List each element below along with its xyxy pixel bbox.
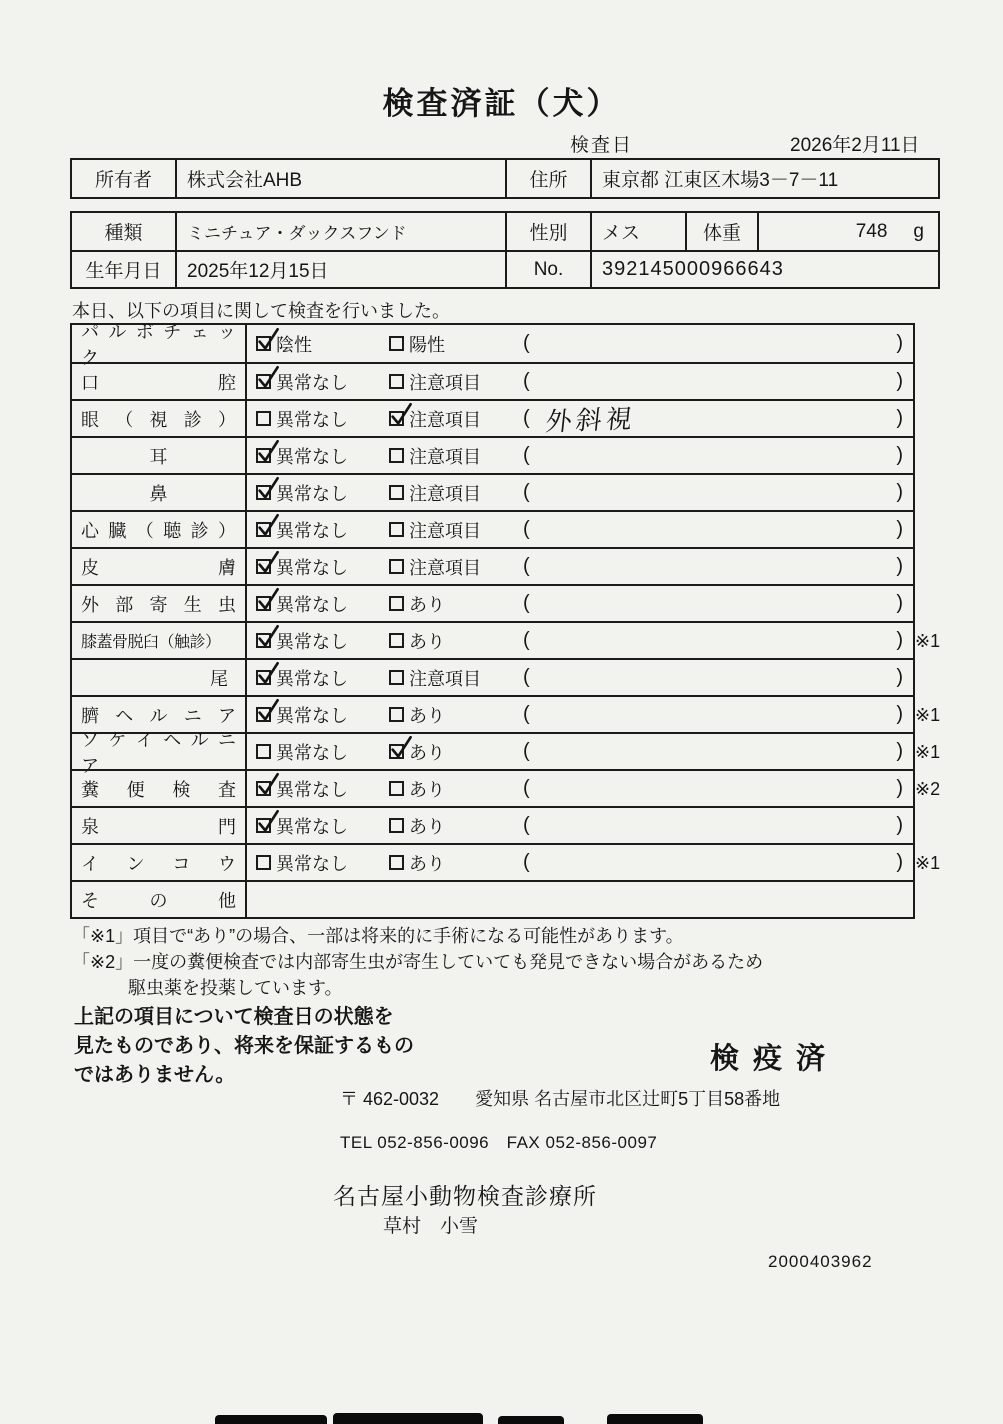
option-label: 注意項目: [409, 483, 481, 504]
checklist-table: [70, 321, 941, 919]
checkbox: [389, 559, 404, 574]
paren-open: (: [523, 555, 530, 577]
breed-value: ミニチュア・ダックスフンド: [177, 213, 507, 250]
paren-open: (: [523, 703, 530, 725]
option-label: あり: [409, 631, 445, 652]
option-label: 異常なし: [276, 483, 348, 504]
option-1-cell: [247, 623, 380, 658]
checklist-row: [72, 658, 913, 695]
address-value: 東京都 江東区木場3－7－11: [602, 170, 839, 191]
footnote-mark: [915, 475, 961, 512]
paren-open: (: [523, 592, 530, 614]
footnote-mark: ※1: [915, 742, 941, 762]
footnote-mark: [915, 808, 961, 845]
paren-open: (: [523, 444, 530, 466]
paren-close: ): [896, 666, 903, 688]
option-label: 異常なし: [276, 446, 348, 467]
option-label: あり: [409, 816, 445, 837]
breed-label: 種類: [72, 213, 177, 250]
option-1-cell: [247, 549, 380, 584]
row-label: イ ン コ ウ: [81, 853, 236, 874]
remarks-cell: [513, 438, 913, 473]
option-2-cell: [380, 771, 513, 806]
paren-open: (: [523, 629, 530, 651]
owner-value: 株式会社AHB: [177, 160, 507, 197]
checklist-row: [72, 729, 941, 776]
paren-close: ): [896, 629, 903, 651]
footnote-mark: [915, 364, 961, 401]
certificate-no-label: No.: [507, 252, 592, 287]
option-1-cell: [247, 586, 380, 621]
clinic-tel-fax: TEL 052-856-0096 FAX 052-856-0097: [340, 1133, 658, 1152]
checkbox-check-icon: [254, 809, 281, 836]
sex-value: メス: [592, 213, 687, 250]
row-label-cell: [72, 729, 247, 776]
checkbox-check-icon: [254, 661, 281, 688]
checkbox-check-icon: [254, 365, 281, 392]
paren-open: (: [523, 481, 530, 503]
checkbox: [256, 411, 271, 426]
checkbox: [389, 522, 404, 537]
checkbox-check-icon: [254, 587, 281, 614]
checkbox: [256, 744, 271, 759]
option-label: 注意項目: [409, 372, 481, 393]
option-label: 異常なし: [276, 594, 348, 615]
option-label: あり: [409, 594, 445, 615]
checkbox: [256, 448, 271, 463]
disclaimer-line-2: 見たものであり、将来を保証するもの: [74, 1035, 414, 1057]
breed-row: [72, 213, 938, 250]
checkbox: [389, 855, 404, 870]
checkbox: [256, 559, 271, 574]
row-label: 臍 ヘ ル ニ ア: [81, 705, 236, 726]
remarks-cell: [513, 364, 913, 399]
checkbox: [256, 485, 271, 500]
checkbox: [389, 818, 404, 833]
checklist-row: [72, 843, 941, 880]
checklist-row: [72, 436, 913, 473]
option-1-cell: [247, 512, 380, 547]
option-label: 陽性: [409, 334, 445, 355]
option-1-cell: [247, 771, 380, 806]
checkbox: [256, 818, 271, 833]
paren-open: (: [523, 851, 530, 873]
footnote-2-continued: 駆虫薬を投薬しています。: [128, 978, 343, 998]
option-1-cell: [247, 660, 380, 695]
paren-open: (: [523, 777, 530, 799]
paren-close: ): [896, 814, 903, 836]
checkbox: [389, 670, 404, 685]
option-2-cell: [380, 845, 513, 880]
checkbox: [256, 336, 271, 351]
scan-artifact: [215, 1415, 327, 1424]
option-label: 注意項目: [409, 557, 481, 578]
row-label-cell: [72, 475, 247, 510]
paren-close: ): [896, 740, 903, 762]
checkbox: [256, 670, 271, 685]
examiner-name: 草村 小雪: [383, 1216, 479, 1237]
paren-close: ): [896, 592, 903, 614]
checkbox: [389, 596, 404, 611]
option-label: 異常なし: [276, 779, 348, 800]
checklist-row: [72, 473, 913, 510]
checklist-row: [72, 547, 913, 584]
remarks-cell: [513, 549, 913, 584]
row-label-cell: [72, 438, 247, 473]
paren-close: ): [896, 332, 903, 354]
footnote-mark: ※1: [915, 705, 941, 725]
row-label: 皮 膚: [81, 557, 236, 578]
remarks-cell: [513, 512, 913, 547]
weight-value: 748: [855, 220, 888, 242]
option-label: 注意項目: [409, 409, 481, 430]
option-1-cell: [247, 845, 380, 880]
checkbox: [389, 707, 404, 722]
footnote-1: 「※1」項目で“あり”の場合、一部は将来的に手術になる可能性があります。: [72, 926, 684, 946]
sex-label: 性別: [507, 213, 592, 250]
birthdate-value: 2025年12月15日: [177, 252, 507, 287]
option-1-cell: [247, 438, 380, 473]
row-label: 口 腔: [81, 372, 236, 393]
footnote-mark: [915, 325, 961, 362]
checkbox: [256, 707, 271, 722]
checklist-row: [72, 621, 941, 658]
inspection-date-label: 検査日: [570, 135, 634, 156]
remarks-cell: [513, 401, 913, 436]
option-label: 異常なし: [276, 631, 348, 652]
option-2-cell: [380, 475, 513, 510]
checklist-row: [72, 769, 941, 806]
checkbox: [389, 744, 404, 759]
checkbox-check-icon: [254, 513, 281, 540]
checkbox-check-icon: [254, 698, 281, 725]
option-label: あり: [409, 742, 445, 763]
option-label: あり: [409, 779, 445, 800]
option-label: 注意項目: [409, 520, 481, 541]
row-label-cell: [72, 771, 247, 806]
checklist-row: [72, 399, 913, 436]
option-label: あり: [409, 705, 445, 726]
disclaimer-line-3: ではありません。: [74, 1064, 236, 1086]
handwritten-note: 外斜視: [543, 403, 638, 437]
quarantine-stamp: 検疫済: [710, 1043, 840, 1075]
paren-close: ): [896, 407, 903, 429]
checkbox: [389, 374, 404, 389]
owner-row: [72, 160, 938, 197]
option-label: 異常なし: [276, 409, 348, 430]
row-label-cell: [72, 660, 247, 695]
option-2-cell: [380, 549, 513, 584]
paren-close: ): [896, 481, 903, 503]
option-label: 異常なし: [276, 668, 348, 689]
row-label-cell: [72, 845, 247, 880]
paren-close: ): [896, 703, 903, 725]
option-label: 異常なし: [276, 520, 348, 541]
row-label: 外 部 寄 生 虫: [81, 594, 236, 615]
checkbox: [256, 781, 271, 796]
checkbox-check-icon: [254, 327, 281, 354]
option-2-cell: [380, 364, 513, 399]
serial-number: 2000403962: [768, 1252, 873, 1271]
remarks-cell: [513, 586, 913, 621]
disclaimer-line-1: 上記の項目について検査日の状態を: [74, 1006, 394, 1028]
footnote-mark: [915, 401, 961, 438]
option-1-cell: [247, 734, 380, 769]
row-label-cell: [72, 549, 247, 584]
option-label: 注意項目: [409, 668, 481, 689]
checkbox: [256, 633, 271, 648]
row-label-cell: [72, 512, 247, 547]
checkbox: [389, 411, 404, 426]
checklist-row: [72, 806, 913, 843]
option-label: 異常なし: [276, 705, 348, 726]
option-label: 異常なし: [276, 372, 348, 393]
owner-label: 所有者: [72, 160, 177, 197]
option-label: 異常なし: [276, 557, 348, 578]
remarks-cell: [513, 734, 913, 769]
weight-cell: [759, 213, 938, 250]
row-label: 糞 便 検 査: [81, 779, 236, 800]
paren-close: ): [896, 444, 903, 466]
checkbox-check-icon: [387, 402, 414, 429]
paren-open: (: [523, 740, 530, 762]
option-2-cell: [380, 512, 513, 547]
footnote-mark: [915, 549, 961, 586]
paren-open: (: [523, 370, 530, 392]
option-label: 異常なし: [276, 742, 348, 763]
row-label-cell: [72, 364, 247, 399]
checkbox-check-icon: [254, 624, 281, 651]
disclaimer-text: [74, 1003, 414, 1090]
option-2-cell: [380, 586, 513, 621]
remarks-cell: [513, 697, 913, 732]
remarks-cell: [513, 771, 913, 806]
row-label: 眼 （ 視 診 ）: [81, 409, 236, 430]
weight-unit: g: [913, 220, 924, 242]
option-2-cell: [380, 623, 513, 658]
footnote-mark: [915, 586, 961, 623]
paren-open: (: [523, 407, 530, 429]
checkbox: [256, 522, 271, 537]
pet-info-table: [70, 211, 940, 289]
checkbox-check-icon: [254, 476, 281, 503]
option-2-cell: [380, 660, 513, 695]
paren-close: ): [896, 518, 903, 540]
row-label: 尾: [210, 668, 228, 689]
checkbox: [256, 374, 271, 389]
option-2-cell: [380, 438, 513, 473]
checklist-row: [72, 510, 913, 547]
row-label-cell: [72, 623, 247, 658]
option-2-cell: [380, 325, 513, 362]
option-1-cell: [247, 697, 380, 732]
footnote-mark: [915, 882, 961, 919]
option-label: あり: [409, 853, 445, 874]
paren-open: (: [523, 518, 530, 540]
row-label-cell: [72, 321, 247, 368]
row-label: 鼻: [149, 483, 168, 504]
clinic-postal-address: 〒 462-0032 愛知県 名古屋市北区辻町5丁目58番地: [340, 1089, 781, 1109]
row-label: 泉 門: [81, 816, 236, 837]
paren-open: (: [523, 332, 530, 354]
intro-text: 本日、以下の項目に関して検査を行いました。: [72, 301, 450, 321]
row-label: そ の 他: [81, 890, 236, 911]
scan-artifact: [333, 1413, 483, 1424]
footnote-mark: [915, 660, 961, 697]
checkbox: [389, 633, 404, 648]
weight-label: 体重: [687, 213, 759, 250]
birthdate-label: 生年月日: [72, 252, 177, 287]
paren-open: (: [523, 814, 530, 836]
paren-close: ): [896, 370, 903, 392]
row-label: パ ル ボ チ ェ ッ ク: [81, 321, 236, 368]
row-label: 膝蓋骨脱臼（触診）: [81, 634, 221, 651]
option-label: 異常なし: [276, 853, 348, 874]
paren-close: ): [896, 555, 903, 577]
footnote-mark: ※1: [915, 853, 941, 873]
footnote-2: 「※2」一度の糞便検査では内部寄生虫が寄生していても発見できない場合があるため: [72, 952, 764, 972]
checkbox-check-icon: [387, 735, 414, 762]
footnote-mark: [915, 438, 961, 475]
birthdate-row: [72, 250, 938, 287]
checkbox-check-icon: [254, 772, 281, 799]
checkbox: [389, 781, 404, 796]
row-label-cell: [72, 808, 247, 843]
checklist-row: [72, 362, 913, 399]
option-1-cell: [247, 475, 380, 510]
row-label: ソ ケ イ ヘ ル ニ ア: [81, 729, 236, 776]
paren-close: ): [896, 777, 903, 799]
checkbox: [256, 596, 271, 611]
row-label: 耳: [149, 446, 168, 467]
checkbox: [389, 485, 404, 500]
option-2-cell: [380, 401, 513, 436]
remarks-cell: [513, 808, 913, 843]
checkbox: [389, 336, 404, 351]
inspection-date-value: 2026年2月11日: [790, 135, 920, 156]
remarks-cell: [513, 475, 913, 510]
checklist-row: [72, 880, 913, 917]
checklist-row: [72, 321, 913, 368]
remarks-cell: [513, 660, 913, 695]
checkbox-check-icon: [254, 550, 281, 577]
row-label-cell: [72, 401, 247, 436]
scan-artifact: [498, 1416, 564, 1424]
paren-open: (: [523, 666, 530, 688]
certificate-no-value: 392145000966643: [602, 258, 784, 280]
scan-artifact: [607, 1414, 703, 1424]
paren-close: ): [896, 851, 903, 873]
remarks-cell: [513, 325, 913, 362]
footnote-mark: ※1: [915, 631, 941, 651]
document-title: 検査済証（犬）: [382, 86, 621, 121]
option-1-cell: [247, 364, 380, 399]
row-label-cell: [72, 586, 247, 621]
option-label: 陰性: [276, 334, 312, 355]
footnote-mark: [915, 512, 961, 549]
row-label: 心 臓 （ 聴 診 ）: [81, 520, 236, 541]
row-label-cell: [72, 882, 247, 917]
option-2-cell: [380, 808, 513, 843]
option-1-cell: [247, 808, 380, 843]
option-label: 注意項目: [409, 446, 481, 467]
address-label: 住所: [507, 160, 592, 197]
owner-info-table: [70, 158, 940, 199]
option-2-cell: [380, 734, 513, 769]
checkbox-check-icon: [254, 439, 281, 466]
checkbox: [389, 448, 404, 463]
option-label: 異常なし: [276, 816, 348, 837]
option-2-cell: [380, 697, 513, 732]
option-1-cell: [247, 401, 380, 436]
option-1-cell: [247, 325, 380, 362]
checklist-row: [72, 584, 913, 621]
footnote-mark: ※2: [915, 779, 941, 799]
remarks-cell: [513, 623, 913, 658]
clinic-name: 名古屋小動物検査診療所: [333, 1183, 597, 1209]
remarks-cell: [513, 845, 913, 880]
checkbox: [256, 855, 271, 870]
